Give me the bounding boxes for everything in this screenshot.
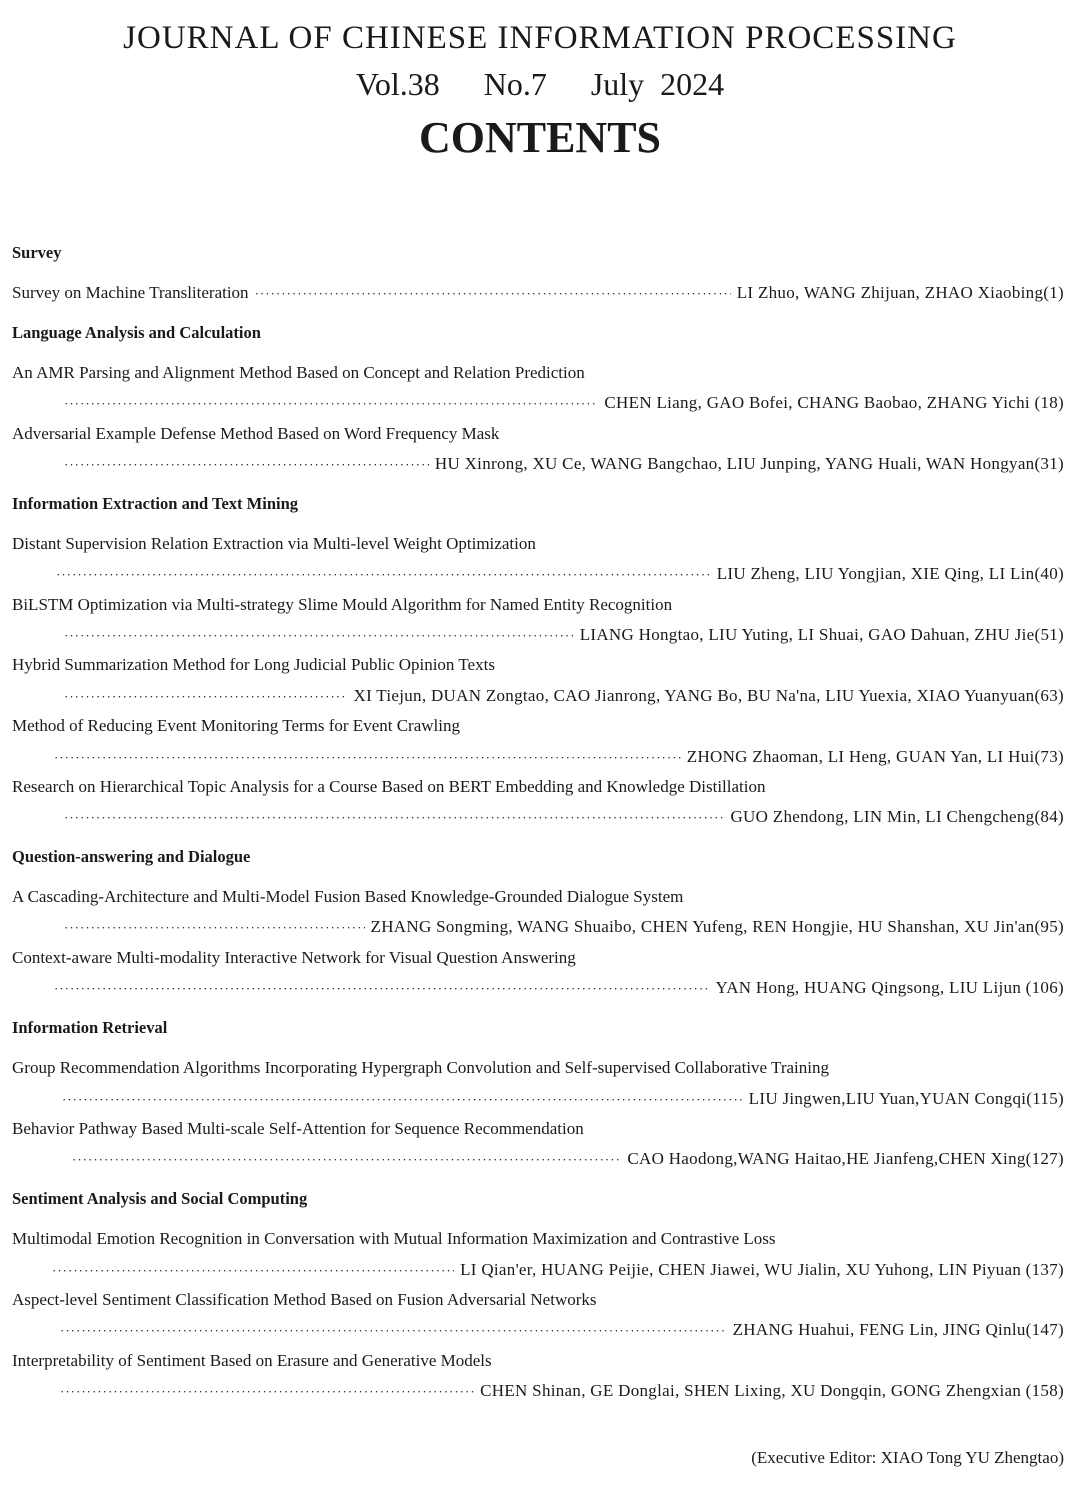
article-title[interactable]: Hybrid Summarization Method for Long Judicial Public Opinion Texts xyxy=(12,655,495,674)
dot-leader xyxy=(72,1152,621,1168)
section-heading: Language Analysis and Calculation xyxy=(12,323,261,342)
toc-entry-authors-line xyxy=(64,454,1064,480)
article-authors: YAN Hong, HUANG Qingsong, LIU Lijun (106) xyxy=(715,978,1064,997)
toc-entry-authors-line xyxy=(64,393,1064,419)
article-title[interactable]: Adversarial Example Defense Method Based on Word Frequency Mask xyxy=(12,424,500,443)
section-heading: Question-answering and Dialogue xyxy=(12,847,251,866)
toc-entry[interactable] xyxy=(12,283,1064,309)
dot-leader xyxy=(64,920,365,936)
dot-leader xyxy=(54,981,710,997)
toc-entry-authors-line xyxy=(56,564,1064,590)
toc-entry-authors-line xyxy=(54,747,1064,773)
article-authors: GUO Zhendong, LIN Min, LI Chengcheng(84) xyxy=(730,807,1064,826)
toc-entry-authors-line xyxy=(72,1149,1064,1175)
journal-name: JOURNAL OF CHINESE INFORMATION PROCESSING xyxy=(123,20,957,56)
article-title[interactable]: Context-aware Multi-modality Interactive Network for Visual Question Answering xyxy=(12,948,576,967)
toc-entry-authors-line xyxy=(64,686,1064,712)
article-title[interactable]: A Cascading-Architecture and Multi-Model Fusion Based Knowledge-Grounded Dialogue System xyxy=(12,887,684,906)
dot-leader xyxy=(52,1263,454,1279)
dot-leader xyxy=(64,457,429,473)
article-authors: LIU Jingwen,LIU Yuan,YUAN Congqi(115) xyxy=(748,1089,1064,1108)
article-authors: LIANG Hongtao, LIU Yuting, LI Shuai, GAO Dahuan, ZHU Jie(51) xyxy=(579,625,1064,644)
article-title[interactable]: Group Recommendation Algorithms Incorporating Hypergraph Convolution and Self-supervised Collaborative Training xyxy=(12,1058,829,1077)
article-authors: ZHANG Huahui, FENG Lin, JING Qinlu(147) xyxy=(732,1320,1064,1339)
dot-leader xyxy=(54,750,681,766)
toc-entry-authors-line xyxy=(62,1089,1064,1115)
article-title[interactable]: BiLSTM Optimization via Multi-strategy Slime Mould Algorithm for Named Entity Recognition xyxy=(12,595,673,614)
article-title[interactable]: Multimodal Emotion Recognition in Conversation with Mutual Information Maximization and Contrastive Loss xyxy=(12,1229,776,1248)
date: July 2024 xyxy=(590,66,725,102)
article-title: Survey on Machine Transliteration xyxy=(12,283,249,302)
dot-leader xyxy=(60,1384,474,1400)
article-authors: CHEN Liang, GAO Bofei, CHANG Baobao, ZHANG Yichi (18) xyxy=(604,393,1064,412)
volume: Vol.38 xyxy=(355,66,440,102)
dot-leader xyxy=(62,1092,743,1108)
article-title[interactable]: An AMR Parsing and Alignment Method Based on Concept and Relation Prediction xyxy=(12,363,585,382)
toc-entry-authors-line xyxy=(52,1260,1064,1286)
article-authors: CHEN Shinan, GE Donglai, SHEN Lixing, XU Dongqin, GONG Zhengxian (158) xyxy=(480,1381,1064,1400)
toc-entry-authors-line xyxy=(60,1381,1064,1407)
article-title[interactable]: Research on Hierarchical Topic Analysis for a Course Based on BERT Embedding and Knowledge Distillation xyxy=(12,777,766,796)
article-authors: ZHONG Zhaoman, LI Heng, GUAN Yan, LI Hui(73) xyxy=(686,747,1064,766)
article-authors: CAO Haodong,WANG Haitao,HE Jianfeng,CHEN Xing(127) xyxy=(627,1149,1064,1168)
toc-entry-authors-line xyxy=(64,807,1064,833)
dot-leader xyxy=(60,1323,727,1339)
article-authors: ZHANG Songming, WANG Shuaibo, CHEN Yufeng, REN Hongjie, HU Shanshan, XU Jin'an(95) xyxy=(370,917,1064,936)
dot-leader xyxy=(255,286,731,302)
section-heading: Survey xyxy=(12,243,62,262)
section-heading: Information Retrieval xyxy=(12,1018,168,1037)
toc-entry-authors-line xyxy=(60,1320,1064,1346)
article-title[interactable]: Interpretability of Sentiment Based on Erasure and Generative Models xyxy=(12,1351,492,1370)
section-heading: Sentiment Analysis and Social Computing xyxy=(12,1189,308,1208)
dot-leader xyxy=(64,396,598,412)
article-authors: HU Xinrong, XU Ce, WANG Bangchao, LIU Junping, YANG Huali, WAN Hongyan(31) xyxy=(434,454,1064,473)
number: No.7 xyxy=(483,66,547,102)
executive-editor: (Executive Editor: XIAO Tong YU Zhengtao) xyxy=(751,1448,1064,1467)
article-title[interactable]: Distant Supervision Relation Extraction via Multi-level Weight Optimization xyxy=(12,534,536,553)
article-title[interactable]: Behavior Pathway Based Multi-scale Self-Attention for Sequence Recommendation xyxy=(12,1119,584,1138)
article-authors: LI Zhuo, WANG Zhijuan, ZHAO Xiaobing(1) xyxy=(736,283,1064,302)
issue-info xyxy=(0,66,1080,103)
toc-entry-authors-line xyxy=(54,978,1064,1004)
toc-entry-authors-line xyxy=(64,625,1064,651)
contents-title: CONTENTS xyxy=(418,113,662,162)
article-title[interactable]: Aspect-level Sentiment Classification Method Based on Fusion Adversarial Networks xyxy=(12,1290,597,1309)
dot-leader xyxy=(64,689,348,705)
article-authors: LIU Zheng, LIU Yongjian, XIE Qing, LI Lin(40) xyxy=(716,564,1064,583)
toc-entry-authors-line xyxy=(64,917,1064,943)
section-heading: Information Extraction and Text Mining xyxy=(12,494,299,513)
dot-leader xyxy=(64,628,574,644)
article-authors: LI Qian'er, HUANG Peijie, CHEN Jiawei, WU Jialin, XU Yuhong, LIN Piyuan (137) xyxy=(460,1260,1064,1279)
dot-leader xyxy=(64,810,724,826)
dot-leader xyxy=(56,567,711,583)
article-title[interactable]: Method of Reducing Event Monitoring Terms for Event Crawling xyxy=(12,716,460,735)
article-authors: XI Tiejun, DUAN Zongtao, CAO Jianrong, YANG Bo, BU Na'na, LIU Yuexia, XIAO Yuanyuan(63) xyxy=(353,686,1064,705)
